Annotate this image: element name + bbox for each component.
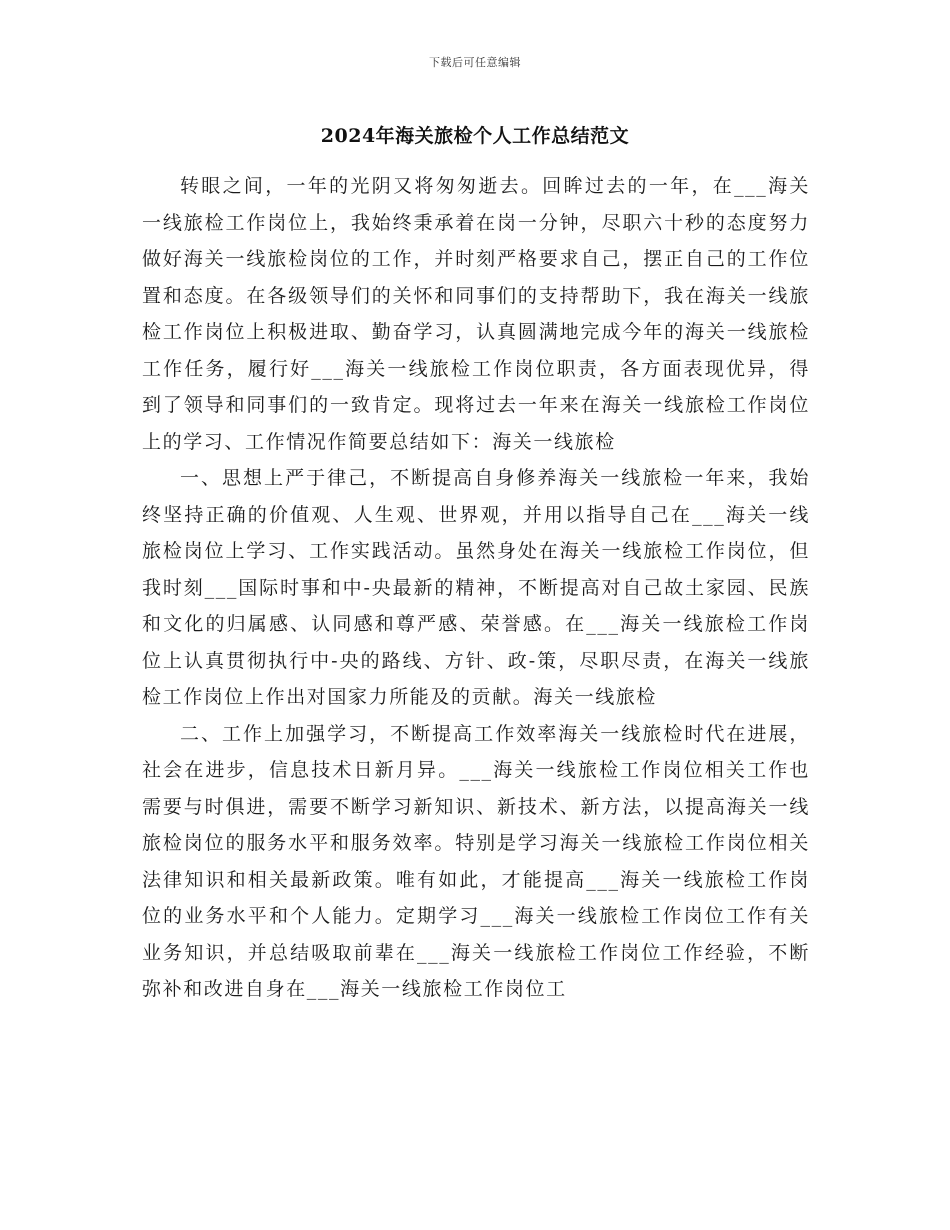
paragraph-section-1: 一、思想上严于律己，不断提高自身修养海关一线旅检一年来，我始终坚持正确的价值观、人生观、世界观，并用以指导自己在___海关一线旅检岗位上学习、工作实践活动。虽然身处在海关一线旅检工作岗位，但我时刻___国际时事和中-央最新的精神，不断提高对自己故土家园、民族和文化的归属感、认同感和尊严感、荣誉感。在___海关一线旅检工作岗位上认真贯彻执行中-央的路线、方针、政-策，尽职尽责，在海关一线旅检工作岗位上作出对国家力所能及的贡献。海关一线旅检	[142, 467, 810, 708]
document-title: 2024年海关旅检个人工作总结范文	[320, 125, 630, 147]
paragraph-intro: 转眼之间，一年的光阴又将匆匆逝去。回眸过去的一年，在___海关一线旅检工作岗位上，我始终秉承着在岗一分钟，尽职六十秒的态度努力做好海关一线旅检岗位的工作，并时刻严格要求自己，摆正自己的工作位置和态度。在各级领导们的关怀和同事们的支持帮助下，我在海关一线旅检工作岗位上积极进取、勤奋学习，认真圆满地完成今年的海关一线旅检工作任务，履行好___海关一线旅检工作岗位职责，各方面表现优异，得到了领导和同事们的一致肯定。现将过去一年来在海关一线旅检工作岗位上的学习、工作情况作简要总结如下：海关一线旅检	[142, 175, 810, 453]
paragraph-section-2: 二、工作上加强学习，不断提高工作效率海关一线旅检时代在进展，社会在进步，信息技术日新月异。___海关一线旅检工作岗位相关工作也需要与时俱进，需要不断学习新知识、新技术、新方法，以提高海关一线旅检岗位的服务水平和服务效率。特别是学习海关一线旅检工作岗位相关法律知识和相关最新政策。唯有如此，才能提高___海关一线旅检工作岗位的业务水平和个人能力。定期学习___海关一线旅检工作岗位工作有关业务知识，并总结吸取前辈在___海关一线旅检工作岗位工作经验，不断弥补和改进自身在___海关一线旅检工作岗位工	[142, 722, 810, 1000]
document-body	[142, 168, 810, 1008]
header-note: 下载后可任意编辑	[429, 56, 521, 69]
